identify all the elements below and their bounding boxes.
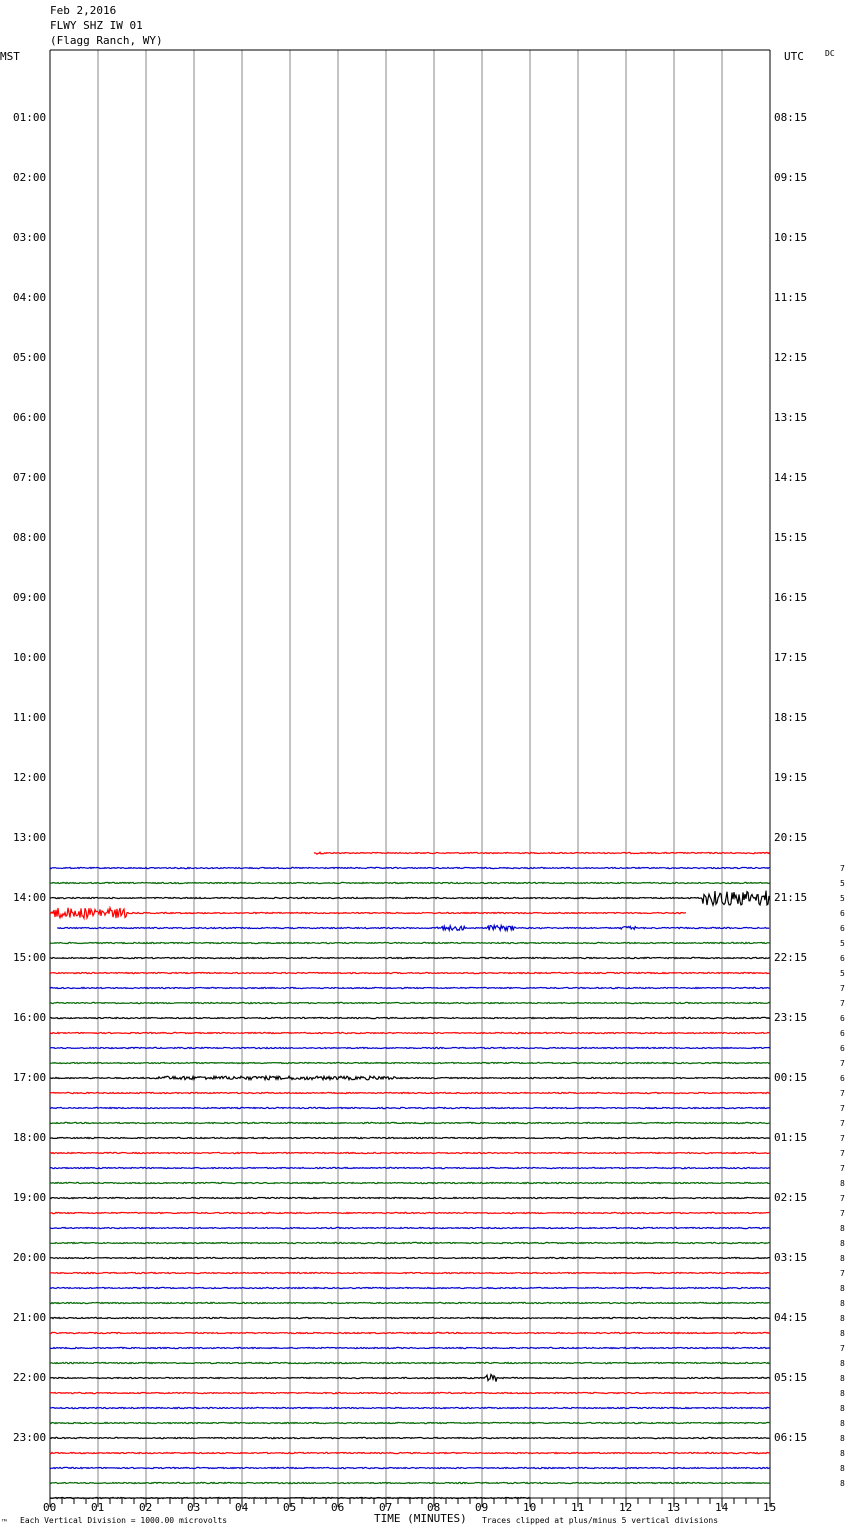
left-hour-label: 13:00 (13, 831, 47, 844)
trace-margin-value: 8 (840, 1299, 845, 1308)
left-hour-label: 20:00 (13, 1251, 47, 1264)
left-hour-label: 21:00 (13, 1311, 47, 1324)
x-tick-label: 02 (139, 1501, 153, 1514)
trace-margin-value: 7 (840, 1194, 845, 1203)
seismic-trace (50, 1467, 770, 1468)
left-hour-label: 17:00 (13, 1071, 47, 1084)
right-hour-label: 16:15 (774, 591, 808, 604)
seismic-trace (50, 987, 770, 988)
right-hour-label: 01:15 (774, 1131, 808, 1144)
seismic-trace (50, 942, 770, 943)
trace-margin-value: 8 (840, 1284, 845, 1293)
x-tick-label: 08 (427, 1501, 441, 1514)
x-tick-label: 12 (619, 1501, 633, 1514)
right-hour-label: 02:15 (774, 1191, 808, 1204)
trace-margin-value: 7 (840, 864, 845, 873)
x-tick-label: 01 (91, 1501, 105, 1514)
seismic-trace (50, 1197, 770, 1198)
seismic-trace (50, 1047, 770, 1048)
trace-margin-value: 5 (840, 894, 845, 903)
seismic-trace (50, 1092, 770, 1093)
trace-margin-value: 8 (840, 1449, 845, 1458)
seismic-trace (50, 1452, 770, 1453)
seismic-trace (50, 1482, 770, 1483)
trace-margin-value: 7 (840, 1209, 845, 1218)
trace-margin-value: 7 (840, 984, 845, 993)
left-hour-label: 08:00 (13, 531, 47, 544)
seismic-trace (50, 1302, 770, 1303)
right-hour-label: 04:15 (774, 1311, 808, 1324)
seismic-trace (50, 1227, 770, 1228)
trace-margin-value: 8 (840, 1389, 845, 1398)
x-tick-label: 06 (331, 1501, 345, 1514)
seismic-trace (50, 1332, 770, 1333)
seismic-trace (50, 1137, 770, 1138)
left-hour-label: 18:00 (13, 1131, 47, 1144)
trace-margin-value: 8 (840, 1479, 845, 1488)
header-station: FLWY SHZ IW 01 (50, 19, 143, 32)
seismic-trace (314, 852, 770, 854)
right-hour-label: 05:15 (774, 1371, 808, 1384)
left-hour-label: 04:00 (13, 291, 47, 304)
right-hour-label: 10:15 (774, 231, 808, 244)
header-date: Feb 2,2016 (50, 4, 117, 17)
right-hour-label: 11:15 (774, 291, 808, 304)
left-hour-label: 11:00 (13, 711, 47, 724)
x-tick-label: 07 (379, 1501, 393, 1514)
seismic-trace (50, 891, 770, 906)
left-hour-label: 07:00 (13, 471, 47, 484)
x-tick-label: 03 (187, 1501, 201, 1514)
right-hour-label: 00:15 (774, 1071, 808, 1084)
right-hour-label: 13:15 (774, 411, 808, 424)
trace-margin-value: 5 (840, 939, 845, 948)
seismic-trace (50, 1122, 770, 1123)
seismic-trace (50, 957, 770, 958)
seismic-trace (50, 1002, 770, 1003)
seismic-trace (57, 925, 769, 930)
seismic-trace (50, 1375, 770, 1382)
trace-margin-value: 8 (840, 1464, 845, 1473)
trace-margin-value: 8 (840, 1359, 845, 1368)
right-hour-label: 19:15 (774, 771, 808, 784)
right-hour-label: 14:15 (774, 471, 808, 484)
seismic-trace (50, 1182, 770, 1183)
seismic-trace (50, 1242, 770, 1243)
trace-margin-value: 8 (840, 1314, 845, 1323)
corner-label: DC (825, 49, 835, 58)
right-hour-label: 21:15 (774, 891, 808, 904)
seismic-trace (50, 1107, 770, 1108)
left-hour-label: 14:00 (13, 891, 47, 904)
seismic-trace (50, 1076, 770, 1080)
seismic-trace (50, 882, 770, 883)
header-location: (Flagg Ranch, WY) (50, 34, 163, 47)
left-hour-label: 03:00 (13, 231, 47, 244)
seismic-trace (50, 1362, 770, 1363)
trace-margin-value: 5 (840, 879, 845, 888)
x-tick-label: 11 (571, 1501, 585, 1514)
seismic-trace (50, 1017, 770, 1018)
trace-margin-value: 8 (840, 1404, 845, 1413)
left-hour-label: 16:00 (13, 1011, 47, 1024)
left-hour-label: 10:00 (13, 651, 47, 664)
right-hour-label: 17:15 (774, 651, 808, 664)
seismic-trace (50, 1437, 770, 1438)
trace-margin-value: 8 (840, 1329, 845, 1338)
seismic-trace (50, 1287, 770, 1288)
trace-margin-value: 7 (840, 1149, 845, 1158)
x-axis-label: TIME (MINUTES) (374, 1512, 467, 1525)
left-hour-label: 05:00 (13, 351, 47, 364)
right-hour-label: 09:15 (774, 171, 808, 184)
x-tick-label: 09 (475, 1501, 489, 1514)
trace-margin-value: 8 (840, 1179, 845, 1188)
seismic-trace (50, 1212, 770, 1213)
right-hour-label: 18:15 (774, 711, 808, 724)
footer-scale-note: Each Vertical Division = 1000.00 microvolts (20, 1516, 228, 1525)
seismic-trace (50, 972, 770, 973)
seismic-trace (50, 1152, 770, 1153)
trace-margin-value: 7 (840, 1059, 845, 1068)
trace-margin-value: 8 (840, 1224, 845, 1233)
trace-margin-value: 7 (840, 1134, 845, 1143)
left-hour-label: 02:00 (13, 171, 47, 184)
footer-corner-mark: ™ (2, 1518, 7, 1527)
trace-margin-value: 6 (840, 924, 845, 933)
seismic-trace (50, 867, 770, 868)
x-tick-label: 04 (235, 1501, 249, 1514)
left-hour-label: 01:00 (13, 111, 47, 124)
trace-margin-value: 6 (840, 954, 845, 963)
right-hour-label: 03:15 (774, 1251, 808, 1264)
x-tick-label: 13 (667, 1501, 681, 1514)
x-tick-label: 15 (763, 1501, 777, 1514)
seismic-trace (50, 1272, 770, 1273)
trace-margin-value: 8 (840, 1254, 845, 1263)
trace-margin-value: 7 (840, 999, 845, 1008)
x-tick-label: 10 (523, 1501, 537, 1514)
trace-margin-value: 7 (840, 1119, 845, 1128)
trace-margin-value: 6 (840, 909, 845, 918)
left-hour-label: 22:00 (13, 1371, 47, 1384)
seismic-trace (50, 1317, 770, 1318)
right-hour-label: 15:15 (774, 531, 808, 544)
trace-margin-value: 6 (840, 1044, 845, 1053)
left-hour-label: 12:00 (13, 771, 47, 784)
right-hour-label: 23:15 (774, 1011, 808, 1024)
trace-margin-value: 7 (840, 1104, 845, 1113)
footer-clip-note: Traces clipped at plus/minus 5 vertical divisions (482, 1516, 719, 1525)
trace-margin-value: 6 (840, 1074, 845, 1083)
left-hour-label: 06:00 (13, 411, 47, 424)
trace-margin-value: 8 (840, 1419, 845, 1428)
x-tick-label: 05 (283, 1501, 297, 1514)
trace-margin-value: 7 (840, 1344, 845, 1353)
x-tick-label: 00 (43, 1501, 57, 1514)
left-hour-label: 19:00 (13, 1191, 47, 1204)
left-axis-title: MST (0, 50, 20, 63)
right-hour-label: 20:15 (774, 831, 808, 844)
right-axis-title: UTC (784, 50, 804, 63)
right-hour-label: 12:15 (774, 351, 808, 364)
seismic-trace (50, 1392, 770, 1393)
seismic-trace (50, 1032, 770, 1033)
seismic-trace (50, 1347, 770, 1348)
seismic-trace (50, 1422, 770, 1423)
right-hour-label: 08:15 (774, 111, 808, 124)
trace-margin-value: 6 (840, 1029, 845, 1038)
seismic-trace (50, 1062, 770, 1063)
trace-margin-value: 8 (840, 1434, 845, 1443)
right-hour-label: 22:15 (774, 951, 808, 964)
trace-margin-value: 7 (840, 1164, 845, 1173)
trace-margin-value: 5 (840, 969, 845, 978)
left-hour-label: 15:00 (13, 951, 47, 964)
trace-margin-value: 7 (840, 1089, 845, 1098)
seismic-trace (50, 1167, 770, 1168)
right-hour-label: 06:15 (774, 1431, 808, 1444)
left-hour-label: 23:00 (13, 1431, 47, 1444)
seismic-trace (50, 1257, 770, 1258)
trace-margin-value: 6 (840, 1014, 845, 1023)
left-hour-label: 09:00 (13, 591, 47, 604)
seismic-trace (50, 1407, 770, 1408)
seismic-trace (50, 908, 686, 919)
x-tick-label: 14 (715, 1501, 729, 1514)
trace-margin-value: 8 (840, 1239, 845, 1248)
trace-margin-value: 8 (840, 1374, 845, 1383)
trace-margin-value: 7 (840, 1269, 845, 1278)
